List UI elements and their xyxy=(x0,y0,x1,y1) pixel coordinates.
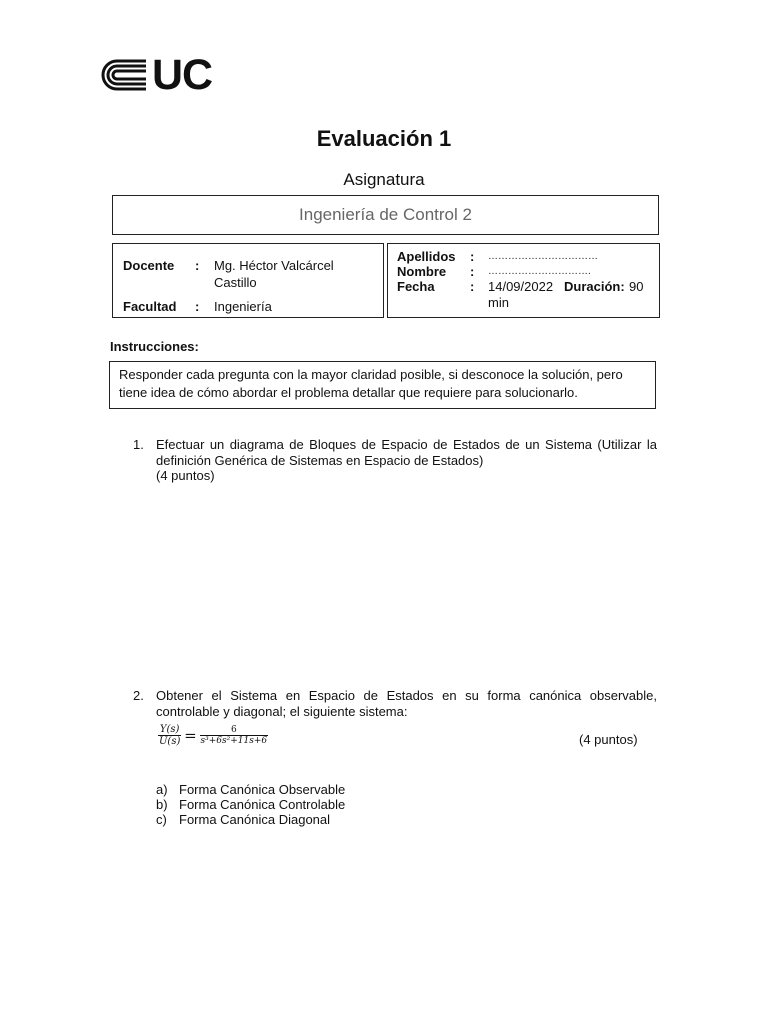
list-item xyxy=(156,797,345,812)
apellidos-label: Apellidos xyxy=(397,249,456,264)
facultad-value: Ingeniería xyxy=(214,299,272,314)
question-1-text: Efectuar un diagrama de Bloques de Espacio de Estados de un Sistema (Utilizar la definición Genérica de Sistemas en Espacio de Estados) xyxy=(156,437,657,468)
docente-label: Docente xyxy=(123,258,175,273)
nombre-separator: : xyxy=(470,264,475,279)
facultad-label: Facultad xyxy=(123,299,177,314)
question-1 xyxy=(156,437,657,484)
fecha-label: Fecha xyxy=(397,279,435,294)
fecha-separator: : xyxy=(470,279,475,294)
list-item xyxy=(156,782,345,797)
item-a-text: Forma Canónica Observable xyxy=(179,782,346,797)
docente-value-line2: Castillo xyxy=(214,275,257,290)
docente-separator: : xyxy=(195,258,200,273)
student-info-box xyxy=(387,243,660,318)
question-1-number: 1. xyxy=(133,437,144,452)
apellidos-field[interactable]: …………………………… xyxy=(488,251,598,262)
nombre-label: Nombre xyxy=(397,264,447,279)
question-2-text: Obtener el Sistema en Espacio de Estados en su forma canónica observable, controlable y diagonal; el siguiente sistema: xyxy=(156,688,657,719)
item-b-text: Forma Canónica Controlable xyxy=(179,797,346,812)
item-c-letter: c) xyxy=(156,812,167,827)
uc-logo-mark-icon xyxy=(100,58,150,92)
instructions-box xyxy=(109,361,656,409)
item-c-text: Forma Canónica Diagonal xyxy=(179,812,331,827)
formula-rhs-denominator: s³+6s²+11s+6 xyxy=(200,736,268,746)
question-2-points: (4 puntos) xyxy=(579,732,638,747)
transfer-function-formula xyxy=(158,724,268,747)
facultad-separator: : xyxy=(195,299,200,314)
duracion-unit: min xyxy=(488,295,509,310)
formula-equals: = xyxy=(184,726,197,745)
formula-lhs-numerator: Y(s) xyxy=(159,724,180,735)
university-logo xyxy=(100,51,220,99)
instructor-info-box xyxy=(112,243,384,318)
duracion-label: Duración: xyxy=(564,279,625,294)
formula-lhs-denominator: U(s) xyxy=(159,736,181,747)
item-b-letter: b) xyxy=(156,797,168,812)
instructions-title: Instrucciones: xyxy=(110,339,199,354)
question-1-points: (4 puntos) xyxy=(156,468,215,483)
nombre-field[interactable]: …………………………. xyxy=(488,266,591,277)
docente-value-line1: Mg. Héctor Valcárcel xyxy=(214,258,334,273)
question-2-items xyxy=(156,782,345,827)
instructions-line2: tiene idea de cómo abordar el problema detallar que requiere para solucionarlo. xyxy=(119,385,578,400)
item-a-letter: a) xyxy=(156,782,168,797)
formula-rhs-numerator: 6 xyxy=(200,725,269,736)
question-2-number: 2. xyxy=(133,688,144,703)
subject-value: Ingeniería de Control 2 xyxy=(299,205,472,224)
formula-rhs-fraction xyxy=(200,725,269,746)
list-item xyxy=(156,812,345,827)
formula-lhs-fraction xyxy=(158,724,181,747)
apellidos-separator: : xyxy=(470,249,475,264)
fecha-value: 14/09/2022 xyxy=(488,279,554,294)
subject-box xyxy=(112,195,659,235)
duracion-value: 90 xyxy=(629,279,644,294)
subject-label: Asignatura xyxy=(343,170,425,189)
instructions-line1: Responder cada pregunta con la mayor claridad posible, si desconoce la solución, pero xyxy=(119,367,623,382)
page-title: Evaluación 1 xyxy=(316,126,452,151)
logo-text: UC xyxy=(152,51,213,99)
